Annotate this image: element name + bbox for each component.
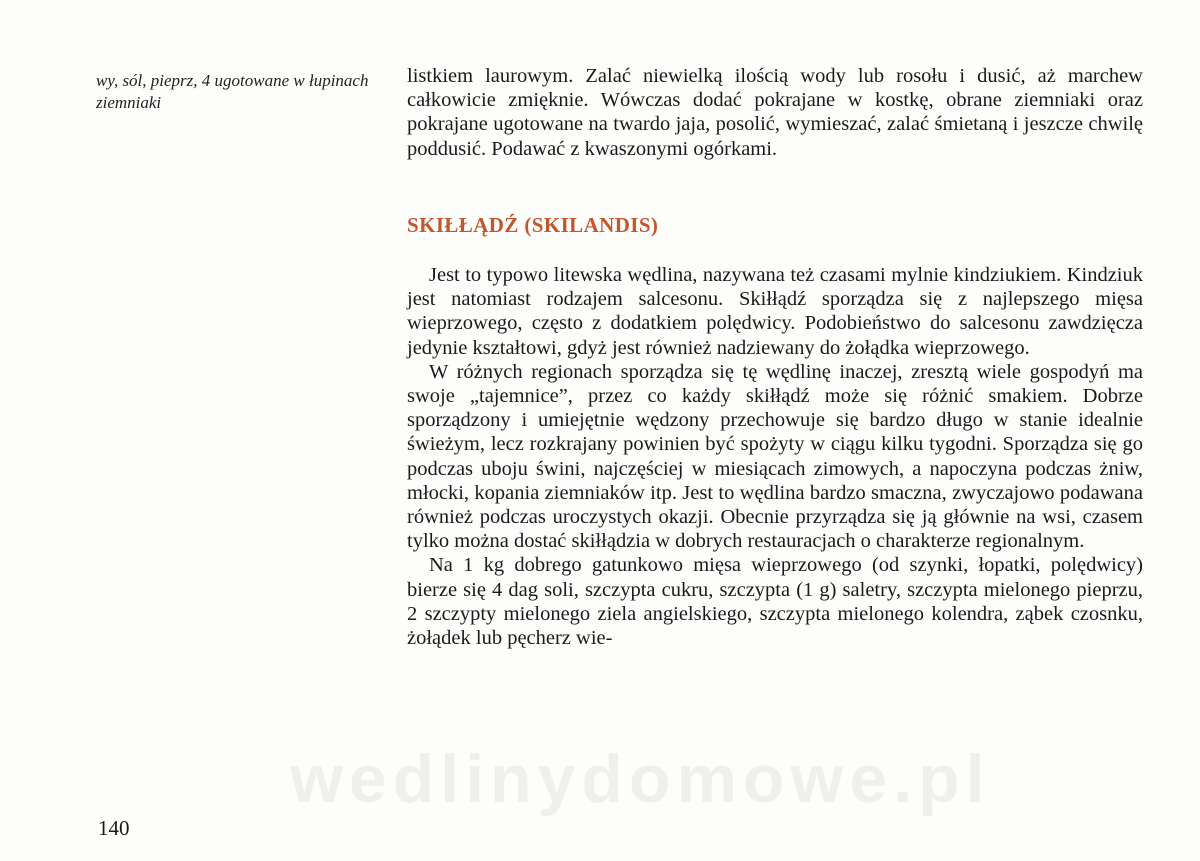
page-number: 140 — [98, 816, 130, 840]
recipe-heading: SKIŁŁĄDŹ (SKILANDIS) — [407, 212, 659, 237]
previous-recipe-continuation: listkiem laurowym. Zalać niewielką ilością wody lub rosołu i dusić, aż marchew całkowicie zmięknie. Wówczas dodać pokrajane w kostkę, obrane ziemniaki oraz pokrajane ugotowane na twardo jaja, posolić, wymieszać, zalać śmietaną i jeszcze chwilę poddusić. Podawać z kwaszonymi ogórkami. — [407, 65, 1143, 160]
site-watermark: wedlinydomowe.pl — [290, 741, 991, 817]
recipe-paragraph-3: Na 1 kg dobrego gatunkowo mięsa wieprzowego (od szynki, łopatki, polędwicy) bierze się 4 dag soli, szczypta cukru, szczypta (1 g) saletry, szczypta mielonego pieprzu, 2 szczypty mielonego ziela angielskiego, szczypta mielonego kolendra, ząbek czosnku, żołądek lub pęcherz wie- — [407, 554, 1143, 650]
main-text-column — [407, 64, 1143, 650]
ingredients-note — [96, 70, 381, 114]
recipe-paragraph-2: W różnych regionach sporządza się tę wędlinę inaczej, zresztą wiele gospodyń ma swoje „tajemnice”, przez co każdy skiłłądź może się różnić smakiem. Dobrze sporządzony i umiejętnie wędzony przechowuje się bardzo długo w stanie idealnie świeżym, lecz rozkrajany powinien być spożyty w ciągu kilku tygodni. Sporządza się go podczas uboju świni, najczęściej w miesiącach zimowych, a napoczyna podczas żniw, młocki, kopania ziemniaków itp. Jest to wędlina bardzo smaczna, zwyczajowo podawana również podczas uroczystych okazji. Obecnie przyrządza się ją głównie na wsi, czasem tylko można dostać skiłłądzia w dobrych restauracjach o charakterze regionalnym. — [407, 360, 1143, 553]
ingredients-note-text: wy, sól, pieprz, 4 ugotowane w łupinach ziemniaki — [96, 71, 369, 112]
recipe-paragraph-1: Jest to typowo litewska wędlina, nazywana też czasami mylnie kindziukiem. Kindziuk jest natomiast rodzajem salcesonu. Skiłłądź sporządza się z najlepszego mięsa wieprzowego, często z dodatkiem polędwicy. Podobieństwo do salcesonu zawdzięcza jedynie kształtowi, gdyż jest również nadziewany do żołądka wieprzowego. — [407, 264, 1143, 359]
